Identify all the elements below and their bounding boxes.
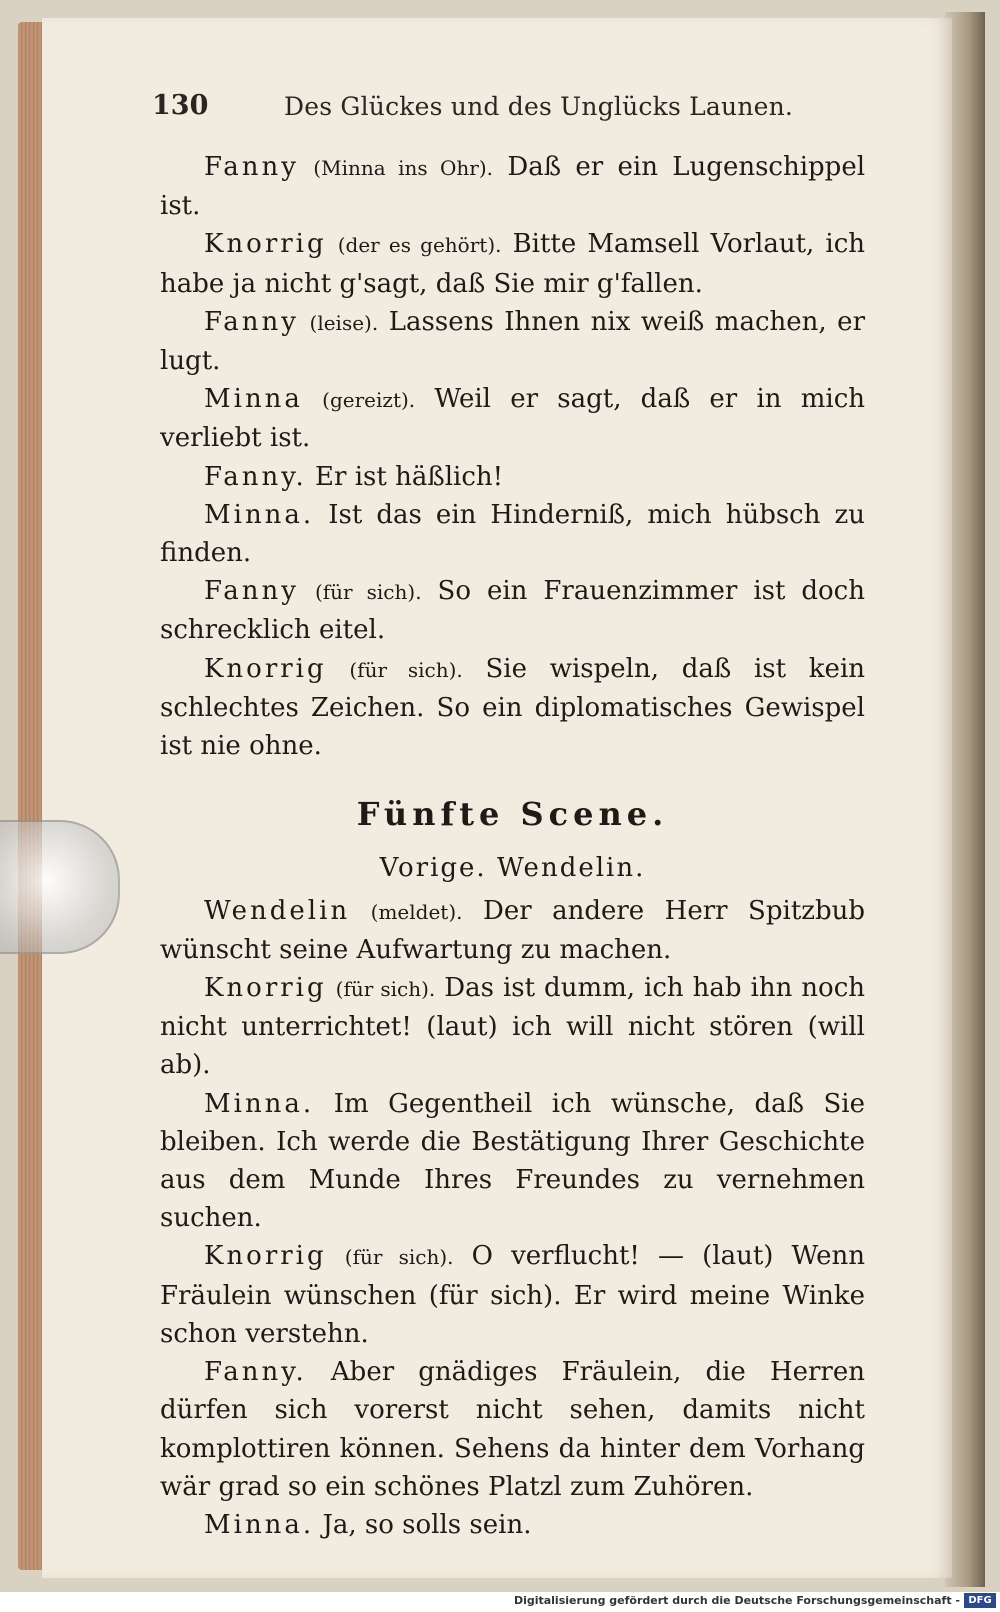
speaker: Knorrig (204, 1241, 327, 1272)
dialogue-paragraph (160, 1237, 865, 1353)
dialogue-text: Bitte Mamsell Vorlaut, ich habe ja nicht g'sagt, daß Sie mir g'fallen. (160, 229, 865, 299)
stage-direction: (meldet). (370, 899, 463, 924)
dialogue-paragraph (160, 380, 865, 457)
dialogue-text: So ein Frauenzimmer ist doch schrecklich eitel. (160, 576, 865, 646)
dialogue-text: Aber gnädiges Fräulein, die Herren dürfen sich vorerst nicht sehen, damits nicht komplottiren können. Sehens da hinter dem Vorhang wär grad so ein schönes Platzl zum Zuhören. (160, 1357, 865, 1502)
running-header (152, 90, 872, 136)
dialogue-text: Im Gegentheil ich wünsche, daß Sie bleiben. Ich werde die Bestätigung Ihrer Geschichte aus dem Munde Ihres Freundes zu vernehmen suchen. (160, 1088, 866, 1234)
speaker: Minna. (204, 499, 315, 530)
dialogue-paragraph (160, 1506, 865, 1544)
dialogue-text: Ja, so solls sein. (322, 1509, 532, 1540)
stage-direction: (Minna ins Ohr). (313, 156, 494, 180)
dialogue-paragraph (160, 303, 865, 380)
speaker: Fanny (204, 576, 299, 607)
dialogue-text: Weil er sagt, daß er in mich verliebt ist. (160, 384, 866, 454)
stage-direction: (der es gehört). (337, 233, 502, 258)
speaker: Minna. (204, 1088, 315, 1119)
dialogue-paragraph (160, 650, 865, 766)
running-title: Des Glückes und des Unglücks Launen. (284, 92, 794, 121)
dialogue-text: Der andere Herr Spitzbub wünscht seine Aufwartung zu machen. (160, 895, 866, 965)
dialogue-paragraph (160, 148, 865, 225)
speaker: Fanny. (204, 1357, 307, 1388)
stage-direction: (für sich). (349, 657, 463, 682)
digitization-footer (0, 1592, 1000, 1612)
dialogue-paragraph (160, 892, 865, 969)
page-text (160, 148, 865, 1544)
speaker: Knorrig (204, 653, 327, 684)
scene-title: Fünfte Scene. (356, 795, 669, 834)
dialogue-text: Das ist dumm, ich hab ihn noch nicht unterrichtet! (laut) ich will nicht stören (will ab). (160, 973, 866, 1081)
dialogue-paragraph (160, 225, 865, 302)
stage-direction: (gereizt). (322, 388, 416, 413)
stage-direction: (für sich). (314, 580, 422, 605)
dialogue-text: Sie wispeln, daß ist kein schlechtes Zeichen. So ein diplomatisches Gewispel ist nie ohne. (160, 653, 866, 762)
dialogue-paragraph (160, 496, 865, 572)
stage-direction: (für sich). (335, 977, 436, 1002)
dialogue-paragraph (160, 1085, 865, 1238)
speaker: Wendelin (204, 895, 351, 926)
stage-direction: (für sich). (344, 1245, 454, 1270)
speaker: Knorrig (204, 973, 327, 1004)
speaker: Minna. (204, 1509, 315, 1540)
dialogue-text: Lassens Ihnen nix weiß machen, er lugt. (160, 306, 866, 377)
page-number: 130 (152, 90, 209, 121)
stage-direction: (leise). (309, 310, 379, 335)
speaker: Fanny (204, 306, 299, 337)
funding-credit: Digitalisierung gefördert durch die Deutsche Forschungsgemeinschaft - (513, 1594, 960, 1607)
dialogue-text: Ist das ein Hinderniß, mich hübsch zu finden. (160, 499, 865, 569)
dialogue-text: Daß er ein Lugenschippel ist. (160, 152, 866, 222)
scene-cast: Vorige. Wendelin. (379, 853, 646, 884)
dfg-logo: DFG (964, 1593, 996, 1608)
dialogue-paragraph (160, 1353, 865, 1506)
dialogue-text: O verflucht! — (laut) Wenn Fräulein wünschen (für sich). Er wird meine Winke schon verstehn. (160, 1241, 866, 1349)
dialogue-paragraph (160, 572, 865, 649)
dialogue-paragraph (160, 969, 865, 1085)
dialogue-paragraph (160, 458, 865, 496)
speaker: Minna (204, 384, 303, 415)
dialogue-text: Er ist häßlich! (315, 461, 504, 492)
speaker: Knorrig (204, 229, 327, 260)
scanner-thumb-clamp (0, 820, 120, 954)
speaker: Fanny (204, 152, 299, 182)
speaker: Fanny. (204, 461, 307, 492)
